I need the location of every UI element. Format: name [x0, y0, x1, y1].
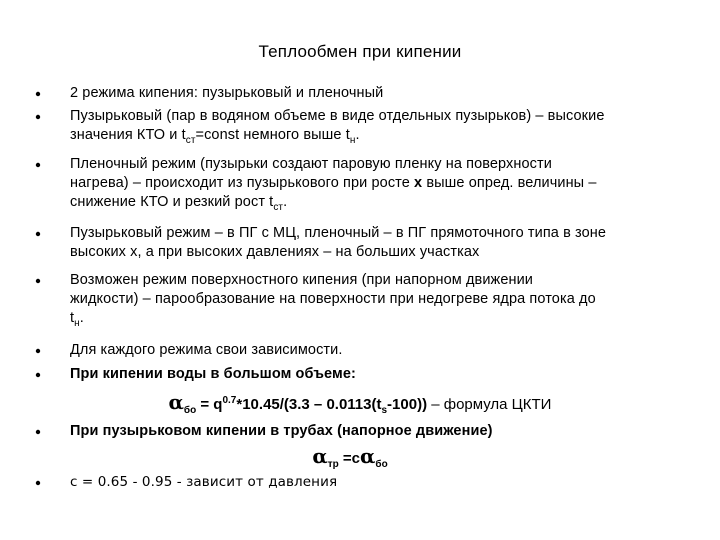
alpha-symbol: α: [360, 444, 376, 468]
bullet-dot: [36, 481, 40, 485]
bullet-text: При кипении воды в большом объеме:: [70, 366, 356, 382]
bullet-line: Пузырьковый (пар в водяном объеме в виде отдельных пузырьков) – высокие: [70, 108, 605, 124]
bullet-text: [70, 155, 690, 212]
alpha-symbol: α: [168, 390, 184, 414]
bullet-dot: [36, 349, 40, 353]
formula-tube: [0, 444, 710, 468]
slide-title: Теплообмен при кипении: [258, 42, 462, 61]
text-span: .: [355, 127, 360, 143]
bullet-line: [70, 309, 690, 328]
subscript: s: [381, 405, 388, 416]
bullet-dot: [36, 373, 40, 377]
alpha-symbol: α: [312, 444, 328, 468]
text-span: .: [283, 194, 288, 210]
text-span: снижение КТО и резкий рост t: [70, 194, 274, 210]
bullet-line: Пленочный режим (пузырьки создают паровую пленку на поверхности: [70, 156, 552, 172]
text-span: -100)): [387, 396, 428, 413]
subscript: бо: [183, 405, 197, 416]
bullet-dot: [36, 115, 40, 119]
text-span: x: [414, 175, 423, 191]
bullet-dot: [36, 232, 40, 236]
bullet-line: [70, 193, 690, 212]
bullet-text: [70, 107, 690, 145]
text-span: = q: [196, 396, 223, 413]
bullet-text: [70, 271, 690, 328]
subscript: н: [74, 317, 80, 329]
bullet-line: жидкости) – парообразование на поверхности при недогреве ядра потока до: [70, 291, 596, 307]
formula-ckti: [0, 390, 720, 414]
bullet-dot: [36, 92, 40, 96]
text-span: t: [70, 310, 75, 326]
bullet-text: При пузырьковом кипении в трубах (напорное движение): [70, 423, 493, 439]
text-span: выше опред. величины –: [422, 175, 597, 191]
text-span: .: [79, 310, 84, 326]
bullet-line: Возможен режим поверхностного кипения (при напорном движении: [70, 272, 533, 288]
bullet-text: [70, 224, 690, 262]
bullet-text: c = 0.65 - 0.95 - зависит от давления: [70, 474, 338, 490]
bullet-line: Пузырьковый режим – в ПГ с МЦ, пленочный – в ПГ прямоточного типа в зоне: [70, 225, 607, 241]
bullet-dot: [36, 279, 40, 283]
subscript: н: [349, 134, 356, 146]
subscript: ст: [273, 201, 284, 213]
subscript: бо: [375, 459, 388, 470]
bullet-text: 2 режима кипения: пузырьковый и пленочный: [70, 85, 384, 101]
text-span: =const немного выше t: [195, 127, 350, 143]
text-span: *10.45/(3.3 – 0.0113(t: [236, 396, 382, 413]
text-span: значения КТО и t: [70, 127, 186, 143]
bullet-dot: [36, 163, 40, 167]
text-span: нагрева) – происходит из пузырькового при росте: [70, 175, 415, 191]
subscript: ст: [185, 134, 196, 146]
bullet-dot: [36, 430, 40, 434]
bullet-text: Для каждого режима свои зависимости.: [70, 342, 343, 358]
superscript: 0.7: [222, 395, 237, 406]
bullet-line: [70, 126, 690, 145]
subscript: тр: [327, 459, 339, 470]
bullet-line: высоких x, а при высоких давлениях – на больших участках: [70, 244, 480, 260]
bullet-line: [70, 174, 690, 193]
text-span: – формула ЦКТИ: [427, 396, 552, 413]
text-span: =c: [338, 450, 360, 467]
